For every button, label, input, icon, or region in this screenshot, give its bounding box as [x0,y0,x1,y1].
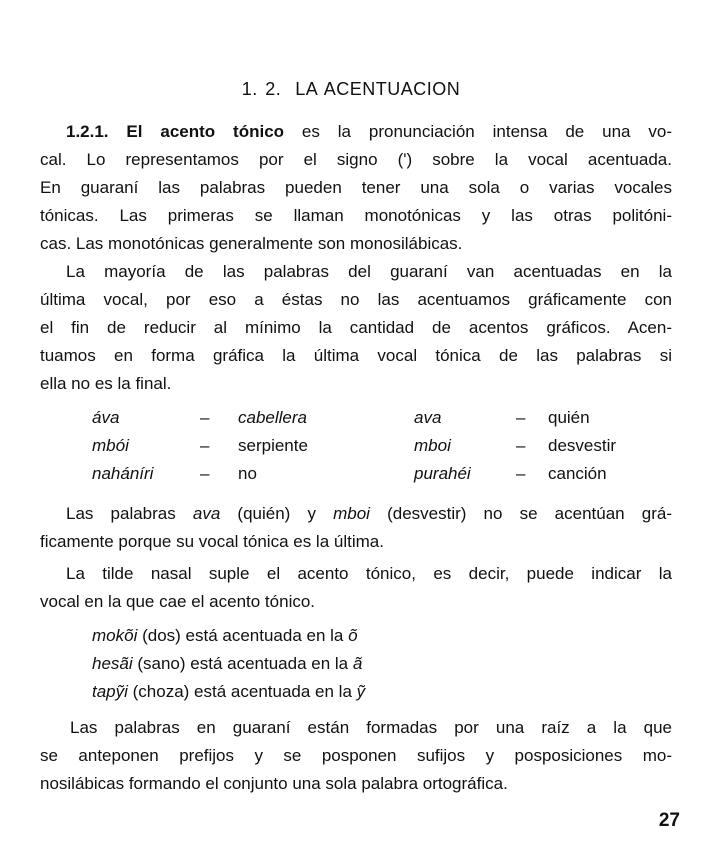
paragraph-line: Las palabras ava (quién) y mboi (desvestir) no se acentúan grá- [66,504,672,523]
paragraph-line: tuamos en forma gráfica la última vocal tónica de las palabras si [40,346,672,365]
guarani-word: hesãi [92,654,133,673]
spanish-gloss: canción [548,464,607,483]
paragraph-line: cal. Lo representamos por el signo (') sobre la vocal acentuada. [40,150,672,169]
guarani-word: áva [92,408,120,427]
dash: – [200,464,210,483]
nasal-example: tapỹi (choza) está acentuada en la ỹ [92,682,366,701]
paragraph-line: última vocal, por eso a éstas no las acentuamos gráficamente con [40,290,672,309]
guarani-word: naháníri [92,464,154,483]
paragraph-palabras-formadas [40,714,672,798]
nasal-letter: õ [348,626,358,645]
paragraph-line: La tilde nasal suple el acento tónico, es decir, puede indicar la [66,564,672,583]
nasal-example: mokõi (dos) está acentuada en la õ [92,626,358,645]
dash: – [200,436,210,455]
paragraph-line: vocal en la que cae el acento tónico. [40,592,316,611]
paragraph-line: cas. Las monotónicas generalmente son monosilábicas. [40,234,463,253]
paragraph-line: Las palabras en guaraní están formadas por una raíz a la que [70,718,672,737]
paragraph-line: ficamente porque su vocal tónica es la última. [40,532,384,551]
guarani-word: mboi [414,436,451,455]
dash: – [516,436,526,455]
dash: – [516,408,526,427]
guarani-word: mokõi [92,626,138,645]
paragraph-line: ella no es la final. [40,374,172,393]
spanish-gloss: desvestir [548,436,617,455]
paragraph-line: el fin de reducir al mínimo la cantidad de acentos gráficos. Acen- [40,318,672,337]
guarani-word: tapỹi [92,682,128,701]
guarani-word: ava [414,408,442,427]
section-number: 1. 2. [241,79,282,99]
guarani-word: mbói [92,436,129,455]
section-heading [0,79,702,100]
spanish-gloss: no [238,464,257,483]
nasal-letter: ỹ [356,682,366,701]
page-number: 27 [658,810,680,831]
nasal-letter: ã [352,654,363,673]
guarani-word: ava [192,504,221,523]
paragraph-line: En guaraní las palabras pueden tener una sola o varias vocales [40,178,672,197]
guarani-word: mboi [333,504,370,523]
paragraph-ava-mboi [40,500,672,556]
paragraph-line: 1.2.1. El acento tónico es la pronunciación intensa de una vo- [66,122,672,141]
section-title: LA ACENTUACION [295,79,461,99]
paragraph-line: nosilábicas formando el conjunto una sola palabra ortográfica. [40,774,508,793]
examples-table [0,404,702,488]
dash: – [200,408,210,427]
guarani-word: purahéi [414,464,471,483]
spanish-gloss: quién [548,408,590,427]
spanish-gloss: cabellera [238,408,307,427]
paragraph-line: tónicas. Las primeras se llaman monotónicas y las otras politóni- [40,206,672,225]
nasal-example: hesãi (sano) está acentuada en la ã [92,654,363,673]
paragraph-line: se anteponen prefijos y se posponen sufijos y posposiciones mo- [40,746,672,765]
paragraph-line: La mayoría de las palabras del guaraní van acentuadas en la [66,262,672,281]
dash: – [516,464,526,483]
paragraph-mayoria [40,258,672,398]
paragraph-acento-tonico [40,118,672,258]
paragraph-tilde-nasal [40,560,672,616]
subsection-lead: 1.2.1. El acento tónico [66,122,285,141]
spanish-gloss: serpiente [238,436,308,455]
